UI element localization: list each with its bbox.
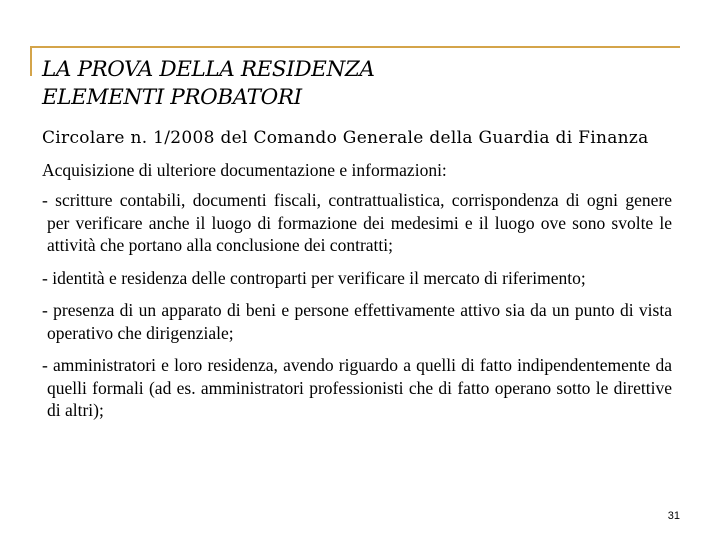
list-item-scritture: - scritture contabili, documenti fiscali, contrattualistica, corrispondenza di ogni genere per verificare anche il luogo di formazione dei medesimi e il luogo ove sono svolte le attività che portano alla conclusione dei contratti; [42, 190, 672, 255]
list-item-amministratori: - amministratori e loro residenza, avendo riguardo a quelli di fatto indipendentemente da quelli formali (ad es. amministratori professionisti che di fatto operano sotto le direttive di altri); [42, 355, 672, 420]
slide-title [42, 56, 682, 112]
intro-text: Acquisizione di ulteriore documentazione e informazioni: [42, 159, 447, 180]
page-number: 31 [667, 510, 680, 522]
frame-top-line [30, 46, 680, 48]
title-line-2: ELEMENTI PROBATORI [42, 85, 302, 110]
circolare-reference: Circolare n. 1/2008 del Comando Generale della Guardia di Finanza [42, 128, 649, 148]
list-item-identita: - identità e residenza delle controparti per verificare il mercato di riferimento; [42, 267, 586, 288]
title-line-1: LA PROVA DELLA RESIDENZA [42, 57, 375, 82]
list-item-apparato: - presenza di un apparato di beni e persone effettivamente attivo sia da un punto di vista operativo che dirigenziale; [42, 300, 672, 343]
frame-left-line [30, 46, 32, 76]
slide-content [42, 127, 672, 432]
